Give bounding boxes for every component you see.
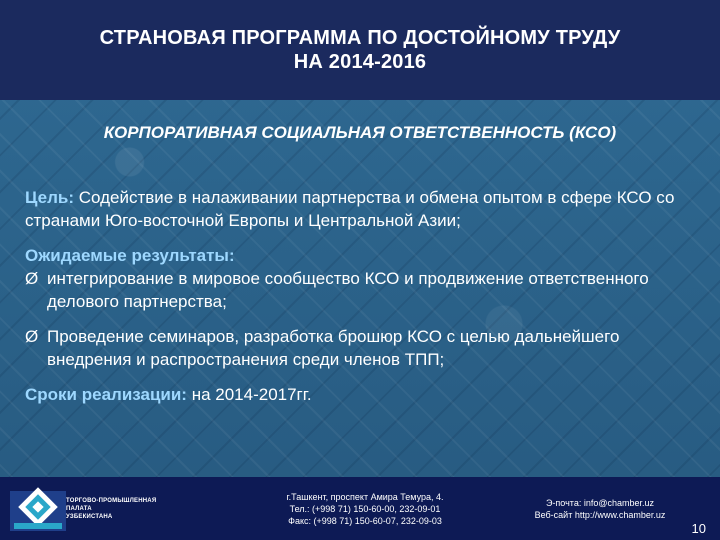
goal-label: Цель: bbox=[25, 188, 74, 207]
expected-results bbox=[25, 244, 705, 371]
result-item-text: Проведение семинаров, разработка брошюр КСО с целью дальнейшего внедрения и распространения среди членов ТПП; bbox=[47, 327, 620, 369]
slide-title-line-1: СТРАНОВАЯ ПРОГРАММА ПО ДОСТОЙНОМУ ТРУДУ bbox=[99, 27, 621, 49]
website-line: Веб-сайт http://www.chamber.uz bbox=[534, 510, 666, 520]
email-line: Э-почта: info@chamber.uz bbox=[545, 498, 655, 508]
result-item-text: интегрирование в мировое сообщество КСО и продвижение ответственного делового партнерства; bbox=[47, 269, 649, 311]
goal-paragraph bbox=[25, 186, 705, 232]
chamber-logo-icon bbox=[10, 487, 66, 535]
fax-line: Факс: (+998 71) 150-60-07, 232-09-03 bbox=[288, 516, 442, 526]
arrow-bullet-icon: Ø bbox=[25, 269, 39, 288]
arrow-bullet-icon: Ø bbox=[25, 327, 39, 346]
phone-line: Тел.: (+998 71) 150-60-00, 232-09-01 bbox=[289, 504, 441, 514]
list-item bbox=[25, 325, 705, 371]
list-item bbox=[25, 267, 705, 313]
results-label: Ожидаемые результаты: bbox=[25, 246, 235, 265]
address-line: г.Ташкент, проспект Амира Темура, 4. bbox=[286, 492, 444, 502]
deadline-label: Сроки реализации: bbox=[25, 385, 187, 404]
address-block bbox=[250, 491, 480, 527]
section-subtitle: КОРПОРАТИВНАЯ СОЦИАЛЬНАЯ ОТВЕТСТВЕННОСТЬ (КСО) bbox=[103, 123, 617, 142]
footer-bar bbox=[0, 477, 720, 540]
slide-body bbox=[25, 186, 705, 418]
org-name-line: УЗБЕКИСТАНА bbox=[66, 514, 113, 520]
org-name bbox=[66, 497, 156, 521]
page-number: 10 bbox=[691, 521, 706, 536]
contacts-block bbox=[505, 497, 695, 521]
org-name-line: ПАЛАТА bbox=[66, 506, 92, 512]
deadline-paragraph bbox=[25, 383, 705, 406]
org-name-line: ТОРГОВО-ПРОМЫШЛЕННАЯ bbox=[66, 498, 157, 504]
deadline-text: на 2014-2017гг. bbox=[186, 385, 312, 404]
title-banner bbox=[0, 0, 720, 100]
slide-title-line-2: НА 2014-2016 bbox=[293, 51, 427, 73]
goal-text: Содействие в налаживании партнерства и обмена опытом в сфере КСО со странами Юго-восточной Европы и Центральной Азии; bbox=[25, 188, 675, 230]
